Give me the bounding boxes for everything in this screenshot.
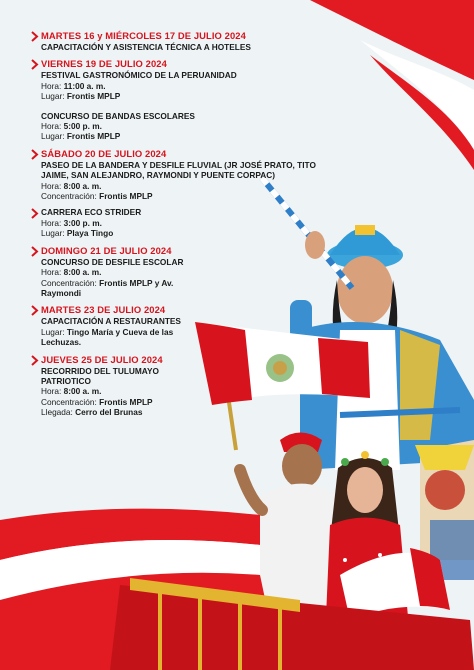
event-date: MARTES 16 y MIÉRCOLES 17 DE JULIO 2024 <box>41 30 246 41</box>
event-concentracion <box>41 397 191 407</box>
event-date: JUEVES 25 DE JULIO 2024 <box>41 353 163 365</box>
event-title: CAPACITACIÓN Y ASISTENCIA TÉCNICA A HOTELES <box>41 42 251 52</box>
event-jul-21 <box>30 245 191 299</box>
concentracion-value: Frontis MPLP <box>99 191 153 202</box>
concentracion-label: Concentración: <box>41 191 97 202</box>
concentracion-value: Frontis MPLP <box>99 396 153 407</box>
hora-label: Hora: <box>41 180 62 191</box>
event-title: FESTIVAL GASTRONÓMICO DE LA PERUANIDAD <box>41 70 237 81</box>
lugar-label: Lugar: <box>41 91 65 102</box>
event-hora <box>41 267 191 277</box>
chevron-right-icon <box>30 59 39 70</box>
hora-label: Hora: <box>41 121 62 132</box>
event-title: RECORRIDO DEL TULUMAYO PATRIOTICO <box>41 365 160 386</box>
event-hora <box>41 386 191 396</box>
event-date: VIERNES 19 DE JULIO 2024 <box>41 58 167 70</box>
event-lugar <box>41 91 330 101</box>
hora-label: Hora: <box>41 217 62 228</box>
events-list <box>30 30 330 424</box>
event-lugar <box>41 131 330 141</box>
event-jul-19 <box>30 58 330 141</box>
hora-value: 8:00 a. m. <box>63 386 102 397</box>
chevron-right-icon <box>30 246 39 257</box>
event-title: CONCURSO DE BANDAS ESCOLARES <box>41 110 195 121</box>
lugar-label: Lugar: <box>41 228 65 239</box>
ribbon-top-red <box>310 0 474 80</box>
event-date: MARTES 23 DE JULIO 2024 <box>41 304 166 316</box>
event-jul-20 <box>30 148 330 202</box>
lugar-value: Tingo María y Cueva de las Lechuzas. <box>41 326 174 348</box>
lugar-value: Frontis MPLP <box>66 91 121 102</box>
lugar-label: Lugar: <box>41 326 65 337</box>
lugar-value: Playa Tingo <box>66 228 114 239</box>
event-jul-16-17 <box>30 30 330 52</box>
concentracion-value: Frontis MPLP y Av. Raymondi <box>41 277 174 298</box>
event-date: SÁBADO 20 DE JULIO 2024 <box>41 147 167 159</box>
concentracion-label: Concentración: <box>41 396 97 407</box>
llegada-value: Cerro del Brunas <box>75 407 143 418</box>
chevron-right-icon <box>30 149 39 160</box>
event-jul-25 <box>30 354 191 418</box>
event-title: PASEO DE LA BANDERA Y DESFILE FLUVIAL (JR JOSÉ PRATO, TITO JAIME, SAN ALEJANDRO, RAYMONDI Y PUENTE CORPAC) <box>41 159 316 181</box>
hora-value: 8:00 a. m. <box>63 180 102 191</box>
chevron-right-icon <box>30 355 39 366</box>
lugar-value: Frontis MPLP <box>66 131 121 142</box>
hora-value: 8:00 a. m. <box>63 267 102 278</box>
event-title: CAPACITACIÓN A RESTAURANTES <box>41 316 181 327</box>
event-hora <box>41 181 330 191</box>
hora-value: 3:00 p. m. <box>63 217 102 228</box>
event-lugar <box>41 228 330 238</box>
llegada-label: Llegada: <box>41 407 73 418</box>
event-hora <box>41 121 330 131</box>
chevron-right-icon <box>30 305 39 316</box>
chevron-right-icon <box>30 31 39 42</box>
concentracion-label: Concentración: <box>41 277 97 288</box>
event-date: DOMINGO 21 DE JULIO 2024 <box>41 244 172 256</box>
event-concentracion <box>41 278 191 299</box>
event-lugar <box>41 327 201 348</box>
event-title: CARRERA ECO STRIDER <box>41 207 142 218</box>
chevron-right-icon <box>30 208 39 219</box>
hora-label: Hora: <box>41 386 62 397</box>
event-hora <box>41 218 330 228</box>
event-llegada <box>41 407 191 417</box>
hora-value: 11:00 a. m. <box>63 80 106 91</box>
event-title: CONCURSO DE DESFILE ESCOLAR <box>41 256 184 267</box>
event-hora <box>41 81 330 91</box>
hora-value: 5:00 p. m. <box>63 121 102 132</box>
event-carrera <box>30 207 330 238</box>
hora-label: Hora: <box>41 80 62 91</box>
hora-label: Hora: <box>41 267 62 278</box>
event-concentracion <box>41 191 330 201</box>
event-jul-23 <box>30 304 201 347</box>
lugar-label: Lugar: <box>41 131 65 142</box>
